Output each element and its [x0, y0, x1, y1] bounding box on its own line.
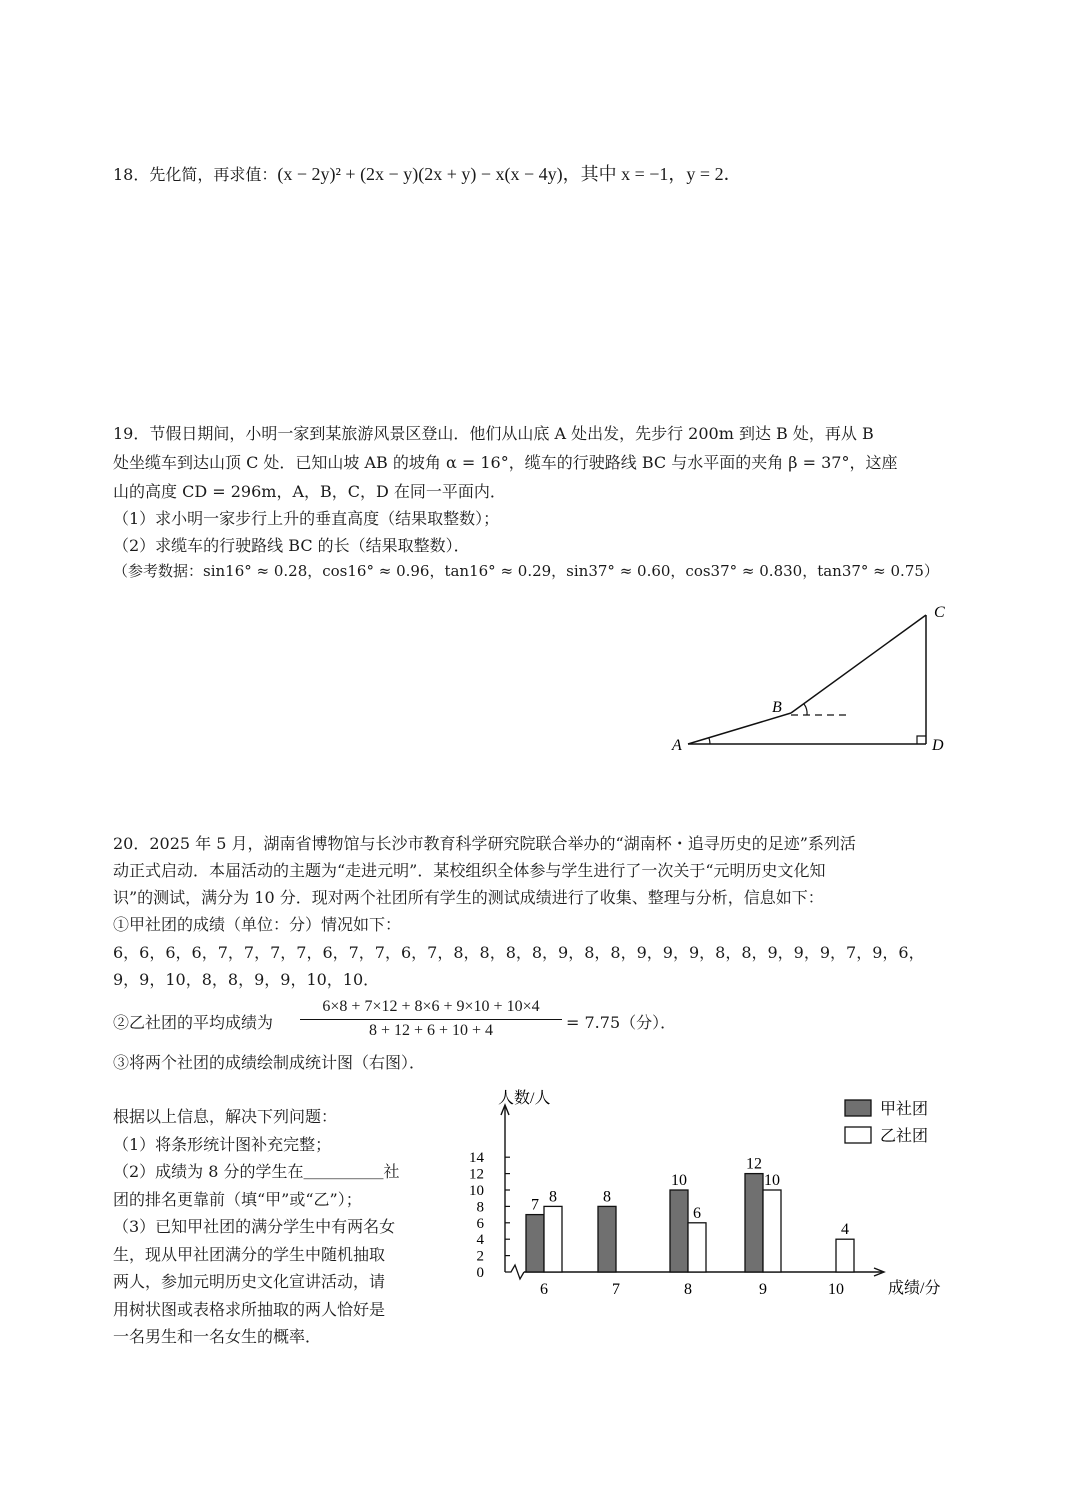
q20-question-line: 两人，参加元明历史文化宣讲活动，请 — [113, 1272, 386, 1291]
q20-question-line: 一名男生和一名女生的概率． — [113, 1327, 322, 1346]
q19-line-2: 处坐缆车到达山顶 C 处．已知山坡 AB 的坡角 α = 16°，缆车的行驶路线 BC 与水平面的夹角 β = 37°，这座 — [113, 453, 898, 472]
bar-value-label: 4 — [841, 1221, 849, 1239]
legend-swatch — [845, 1127, 871, 1143]
legend-label: 乙社团 — [880, 1128, 929, 1145]
x-tick-label: 9 — [759, 1281, 767, 1298]
label-B: B — [772, 699, 782, 716]
fraction-numerator: 6×8 + 7×12 + 8×6 + 9×10 + 10×4 — [322, 998, 540, 1015]
q20-question-line: （3）已知甲社团的满分学生中有两名女 — [113, 1217, 396, 1236]
y-tick-label: 12 — [469, 1166, 484, 1183]
x-axis-break — [505, 1265, 524, 1279]
bar-value-label: 10 — [764, 1172, 780, 1189]
angle-beta-arc — [804, 704, 807, 715]
q20-line-3: 识”的测试，满分为 10 分．现对两个社团所有学生的测试成绩进行了收集、整理与分析，信息如下： — [113, 888, 824, 907]
bar-value-label: 8 — [603, 1188, 611, 1206]
q20-condition-3: ③将两个社团的成绩绘制成统计图（右图）． — [113, 1053, 426, 1072]
q18-expression: (x − 2y)² + (2x − y)(2x + y) − x(x − 4y)，其中 x = −1，y = 2． — [277, 164, 742, 184]
q20-condition-2-tail: = 7.75（分）． — [566, 1013, 677, 1032]
y-tick-label: 4 — [476, 1232, 484, 1249]
q20-question-line: 用树状图或表格求所抽取的两人恰好是 — [113, 1299, 386, 1319]
bar-jia — [598, 1206, 616, 1272]
mountain-diagram — [660, 595, 960, 765]
x-tick-label: 6 — [540, 1281, 548, 1298]
bar-chart — [460, 1085, 960, 1310]
bar-yi — [544, 1206, 562, 1272]
q19-reference-data: （参考数据：sin16° ≈ 0.28，cos16° ≈ 0.96，tan16° ≈ 0.29，sin37° ≈ 0.60，cos37° ≈ 0.830，tan37° ≈ 0.75） — [113, 562, 939, 580]
bar-yi — [688, 1223, 706, 1272]
bar-value-label: 8 — [549, 1188, 557, 1206]
q20-line-1: 20．2025 年 5 月，湖南省博物馆与长沙市教育科学研究院联合举办的“湖南杯・追寻历史的足迹”系列活 — [113, 834, 856, 853]
label-C: C — [934, 604, 945, 621]
bar-jia — [670, 1190, 688, 1272]
x-tick-label: 8 — [684, 1281, 692, 1298]
legend-label: 甲社团 — [880, 1101, 929, 1118]
segment-BC — [791, 615, 926, 713]
q18-head: 18．先化简，再求值： — [113, 165, 278, 184]
bar-value-label: 6 — [693, 1204, 701, 1222]
y-tick-label: 6 — [476, 1215, 484, 1232]
angle-alpha-arc — [709, 738, 710, 744]
bar-value-label: 12 — [746, 1155, 762, 1173]
q20-condition-2-head: ②乙社团的平均成绩为 — [113, 1013, 274, 1032]
q19-line-3: 山的高度 CD = 296m，A，B，C，D 在同一平面内． — [113, 482, 506, 501]
q20-condition-1: ①甲社团的成绩（单位：分）情况如下： — [113, 915, 402, 934]
q18-line — [113, 160, 742, 186]
label-A: A — [672, 737, 682, 754]
legend-swatch — [845, 1100, 871, 1116]
right-angle-mark — [917, 736, 926, 744]
y-tick-label: 10 — [469, 1183, 484, 1199]
bar-value-label: 10 — [671, 1172, 687, 1189]
segment-AB — [688, 713, 791, 744]
label-D: D — [932, 737, 944, 754]
q20-question-line: （1）将条形统计图补充完整； — [113, 1134, 332, 1154]
y-tick-label: 14 — [469, 1150, 484, 1167]
fraction-bar — [300, 1019, 562, 1020]
q19-part-2: （2）求缆车的行驶路线 BC 的长（结果取整数）． — [113, 536, 470, 555]
q20-question-line: 团的排名更靠前（填“甲”或“乙”）； — [113, 1189, 362, 1209]
q19-line-1: 19．节假日期间，小明一家到某旅游风景区登山．他们从山底 A 处出发，先步行 200m 到达 B 处，再从 B — [113, 424, 874, 443]
x-axis-label: 成绩/分 — [888, 1280, 941, 1297]
q20-scores-row-2: 9，9，10，8，8，9，9，10，10． — [113, 970, 380, 989]
q20-question-line: 生，现从甲社团满分的学生中随机抽取 — [113, 1244, 386, 1264]
x-tick-label: 7 — [612, 1281, 620, 1298]
y-tick-label: 2 — [476, 1248, 484, 1265]
q19-part-1: （1）求小明一家步行上升的垂直高度（结果取整数）； — [113, 509, 500, 528]
bar-jia — [526, 1215, 544, 1272]
bar-value-label: 7 — [531, 1196, 539, 1214]
bar-yi — [763, 1190, 781, 1272]
x-tick-label: 10 — [828, 1281, 844, 1298]
q20-questions — [113, 1103, 400, 1351]
q20-scores-row-1: 6，6，6，6，7，7，7，7，6，7，7，6，7，8，8，8，8，9，8，8，9，9，9，8，8，9，9，9，7，9，6， — [113, 943, 925, 962]
bar-yi — [836, 1239, 854, 1272]
y-tick-label: 8 — [476, 1199, 484, 1216]
bar-jia — [745, 1174, 763, 1272]
q20-question-line: 根据以上信息，解决下列问题： — [113, 1107, 338, 1126]
y-axis-label: 人数/人 — [498, 1090, 551, 1107]
fraction-denominator: 8 + 12 + 6 + 10 + 4 — [368, 1022, 494, 1039]
q20-question-line: （2）成绩为 8 分的学生在＿＿＿＿＿社 — [113, 1162, 400, 1181]
q20-line-2: 动正式启动．本届活动的主题为“走进元明”．某校组织全体参与学生进行了一次关于“元明历史文化知 — [113, 861, 826, 880]
y-tick-label: 0 — [476, 1265, 484, 1281]
